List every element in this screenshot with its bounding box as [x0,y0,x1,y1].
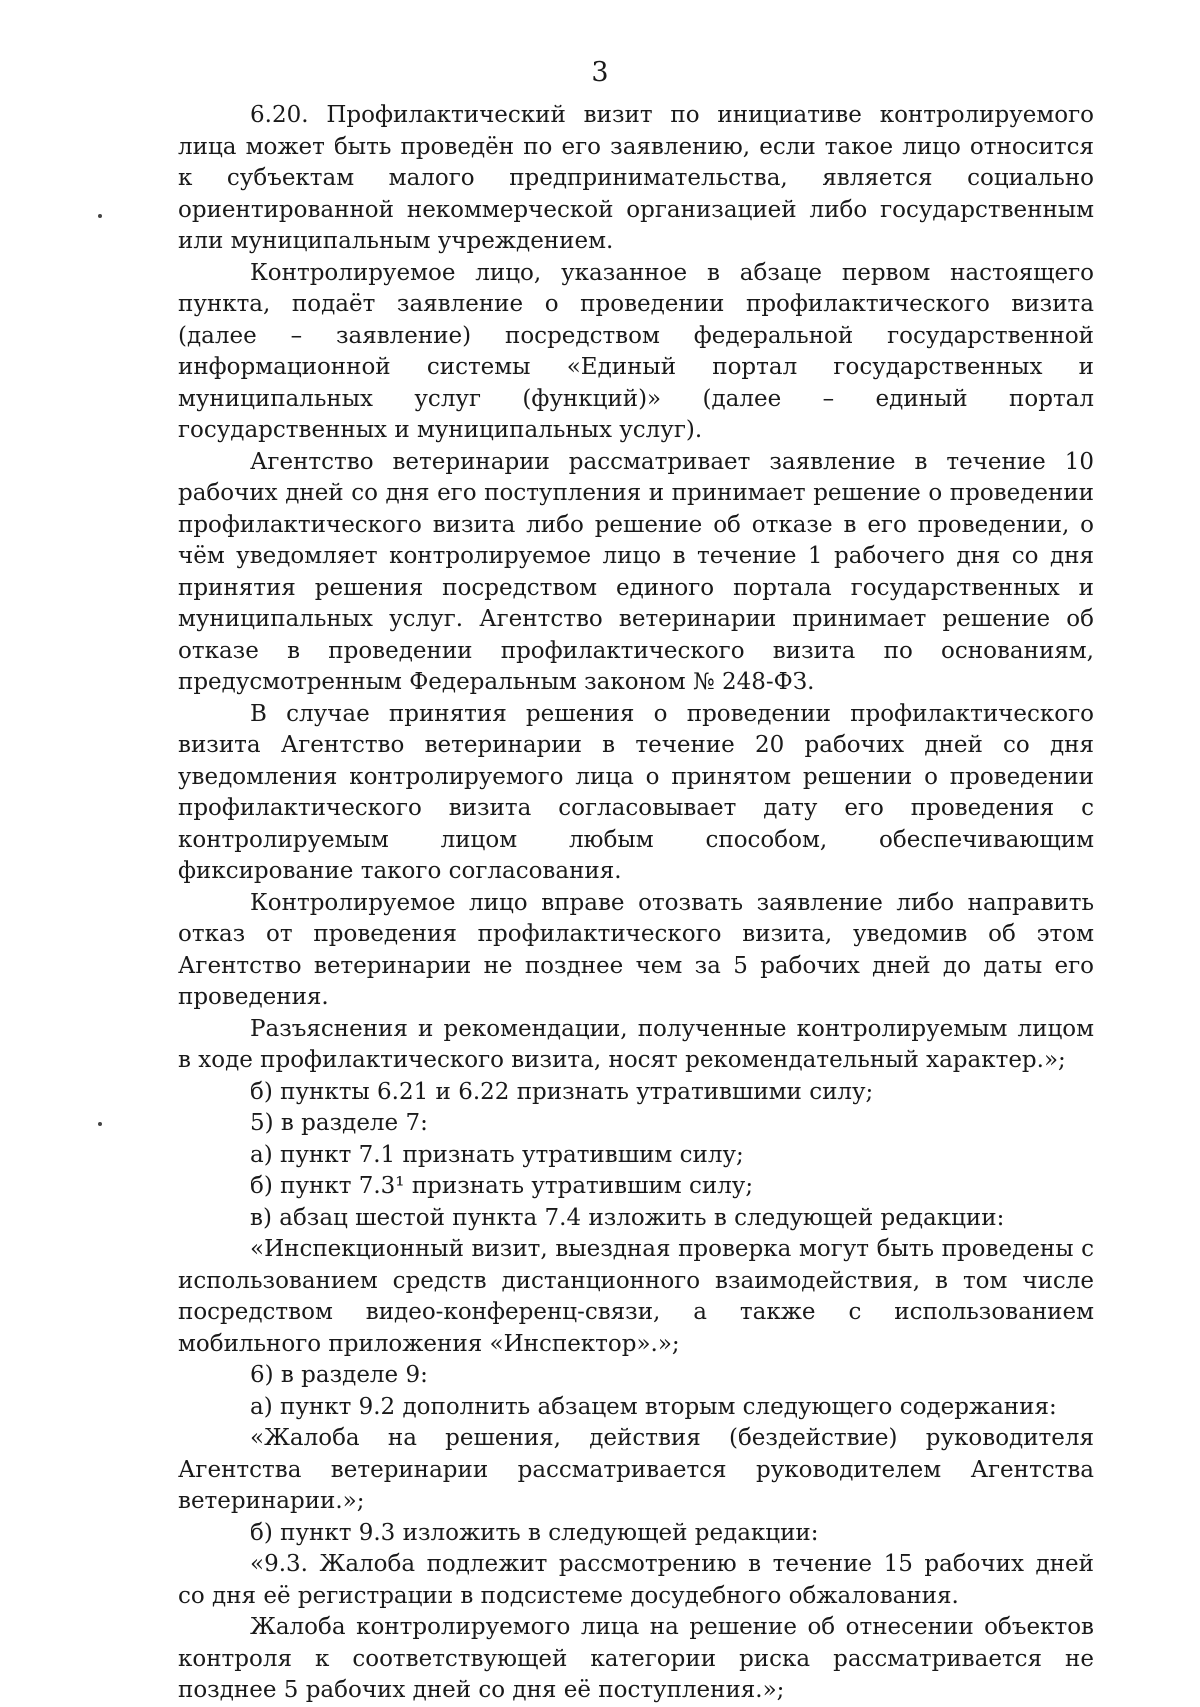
paragraph-recommendations: Разъяснения и рекомендации, полученные контролируемым лицом в ходе профилактического визита, носят рекомендательный характер.»; [178,1015,1094,1073]
paragraph-application: Контролируемое лицо, указанное в абзаце первом настоящего пункта, подаёт заявление о проведении профилактического визита (далее – заявление) посредством федеральной государственной информационной системы «Единый портал государственных и муниципальных услуг (функций)» (далее – единый портал государственных и муниципальных услуг). [178,259,1094,443]
paragraph-review-period: Агентство ветеринарии рассматривает заявление в течение 10 рабочих дней со дня его поступления и принимает решение о проведении профилактического визита либо решение об отказе в его проведении, о чём уведомляет контролируемое лицо в течение 1 рабочего дня со дня принятия решения посредством единого портала государственных и муниципальных услуг. Агентство ветеринарии принимает решение об отказе в проведении профилактического визита по основаниям, предусмотренным Федеральным законом № 248-ФЗ. [178,448,1094,695]
paragraph-9-3-text: «9.3. Жалоба подлежит рассмотрению в течение 15 рабочих дней со дня её регистрации в подсистеме досудебного обжалования. [178,1551,1094,1609]
paragraph-inspection-visit: «Инспекционный визит, выездная проверка могут быть проведены с использованием средств дистанционного взаимодействия, в том числе посредством видео-конференц-связи, а также с использованием мобильного приложения «Инспектор».»; [178,1236,1094,1357]
page-number: 3 [591,57,609,88]
item-section-7: 5) в разделе 7: [250,1110,428,1136]
paragraph-6-20: 6.20. Профилактический визит по инициативе контролируемого лица может быть проведён по его заявлению, если такое лицо относится к субъектам малого предпринимательства, является социально ориентированной некоммерческой организацией либо государственным или муниципальным учреждением. [178,102,1094,254]
document-body [178,100,1094,1707]
item-6-21-6-22: б) пункты 6.21 и 6.22 признать утратившими силу; [250,1078,874,1105]
item-section-9: 6) в разделе 9: [250,1362,428,1388]
item-9-2: а) пункт 9.2 дополнить абзацем вторым следующего содержания: [250,1393,1057,1420]
paragraph-withdrawal: Контролируемое лицо вправе отозвать заявление либо направить отказ от проведения профилактического визита, уведомив об этом Агентство ветеринарии не позднее чем за 5 рабочих дней до даты его проведения. [178,889,1094,1010]
scan-artifact [98,1122,102,1126]
paragraph-date-agreement: В случае принятия решения о проведении профилактического визита Агентство ветеринарии в течение 20 рабочих дней со дня уведомления контролируемого лица о принятом решении о проведении профилактического визита согласовывает дату его проведения с контролируемым лицом любым способом, обеспечивающим фиксирование такого согласования. [178,700,1094,884]
item-7-1: а) пункт 7.1 признать утратившим силу; [250,1141,744,1168]
item-9-3: б) пункт 9.3 изложить в следующей редакции: [250,1519,819,1546]
item-7-4: в) абзац шестой пункта 7.4 изложить в следующей редакции: [250,1204,1005,1231]
paragraph-risk-category: Жалоба контролируемого лица на решение об отнесении объектов контроля к соответствующей категории риска рассматривается не позднее 5 рабочих дней со дня её поступления.»; [178,1614,1094,1703]
item-7-3-1: б) пункт 7.3¹ признать утратившим силу; [250,1173,754,1199]
paragraph-complaint-head: «Жалоба на решения, действия (бездействие) руководителя Агентства ветеринарии рассматривается руководителем Агентства ветеринарии.»; [178,1425,1094,1514]
scan-artifact [98,214,102,218]
